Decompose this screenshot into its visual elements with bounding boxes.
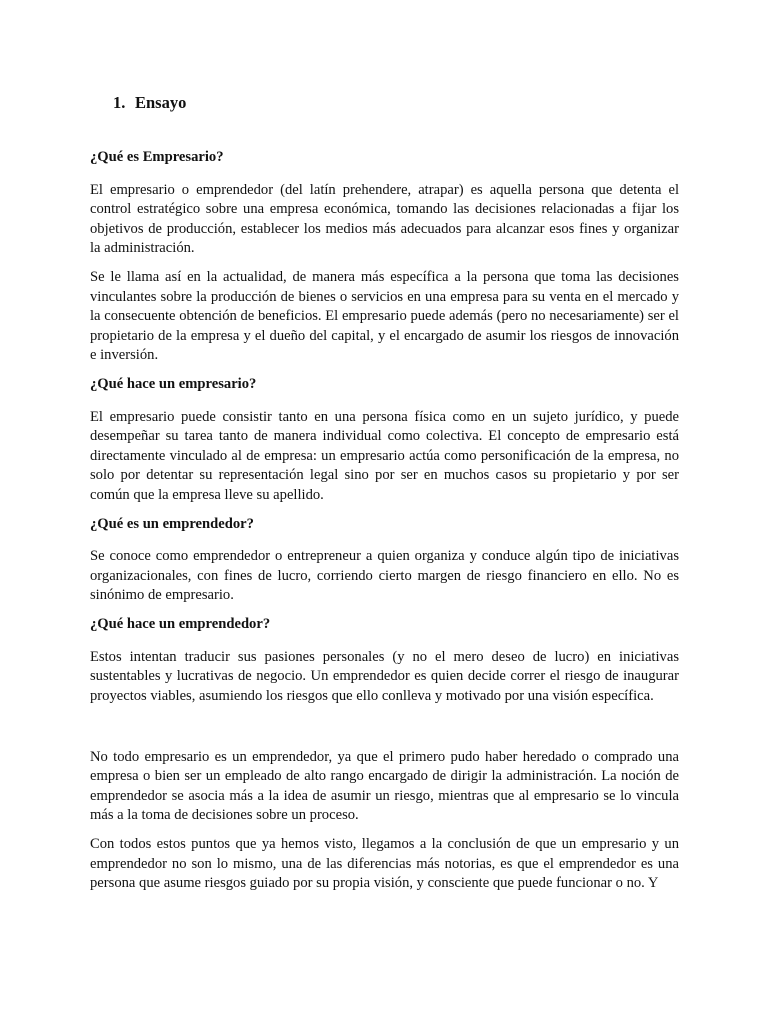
document-body [90,148,679,903]
section-number: 1. [113,93,126,112]
paragraph-conclusion: Con todos estos puntos que ya hemos visto, llegamos a la conclusión de que un empresario y un emprendedor no son lo mismo, una de las diferencias más notorias, es que el emprendedor es una persona que asume riesgos guiado por su propia visión, y consciente que puede funcionar o no. Y [90,836,679,891]
paragraph-empresario-actualidad: Se le llama así en la actualidad, de manera más específica a la persona que toma las decisiones vinculantes sobre la producción de bienes o servicios en una empresa para su venta en el mercado y la consecuente obtención de beneficios. El empresario puede además (pero no necesariamente) ser el propietario de la empresa y el dueño del capital, y el encargado de asumir los riesgos de innovación e inversión. [90,269,679,363]
subheading-que-hace-empresario: ¿Qué hace un empresario? [90,376,257,392]
paragraph-que-hace-emprendedor: Estos intentan traducir sus pasiones personales (y no el mero deseo de lucro) en iniciativas sustentables y lucrativas de negocio. Un emprendedor es quien decide correr el riesgo de inaugurar proyectos viables, asumiendo los riesgos que ello conlleva y motivado por una visión específica. [90,648,679,704]
section-heading [113,93,186,113]
section-title: Ensayo [135,93,187,112]
subheading-que-es-empresario: ¿Qué es Empresario? [90,149,224,165]
paragraph-comparacion: No todo empresario es un emprendedor, ya que el primero pudo haber heredado o comprado una empresa o bien ser un empleado de alto rango encargado de dirigir la administración. La noción de emprendedor se asocia más a la idea de asumir un riesgo, mientras que al empresario se lo vincula más a la toma de decisiones sobre un proceso. [90,748,679,823]
subheading-que-es-emprendedor: ¿Qué es un emprendedor? [90,515,254,532]
paragraph-definicion-empresario: El empresario o emprendedor (del latín prehendere, atrapar) es aquella persona que detenta el control estratégico sobre una empresa económica, tomando las decisiones relacionadas a fijar los objetivos de producción, establecer los medios más adecuados para alcanzar esos fines y organizar la administración. [90,181,679,256]
subheading-que-hace-emprendedor: ¿Qué hace un emprendedor? [90,616,271,632]
paragraph-que-hace-empresario: El empresario puede consistir tanto en una persona física como en un sujeto jurídico, y puede desempeñar su tarea tanto de manera individual como colectiva. El concepto de empresario está directamente vinculado al de empresa: un empresario actúa como personificación de la empresa, no solo por detentar su representación legal sino por ser en muchos casos su propietario y por ser común que la empresa lleve su apellido. [90,408,679,503]
paragraph-definicion-emprendedor: Se conoce como emprendedor o entrepreneur a quien organiza y conduce algún tipo de iniciativas organizacionales, con fines de lucro, corriendo cierto margen de riesgo financiero en ello. No es sinónimo de empresario. [90,548,679,603]
blank-line-spacer [90,716,679,748]
